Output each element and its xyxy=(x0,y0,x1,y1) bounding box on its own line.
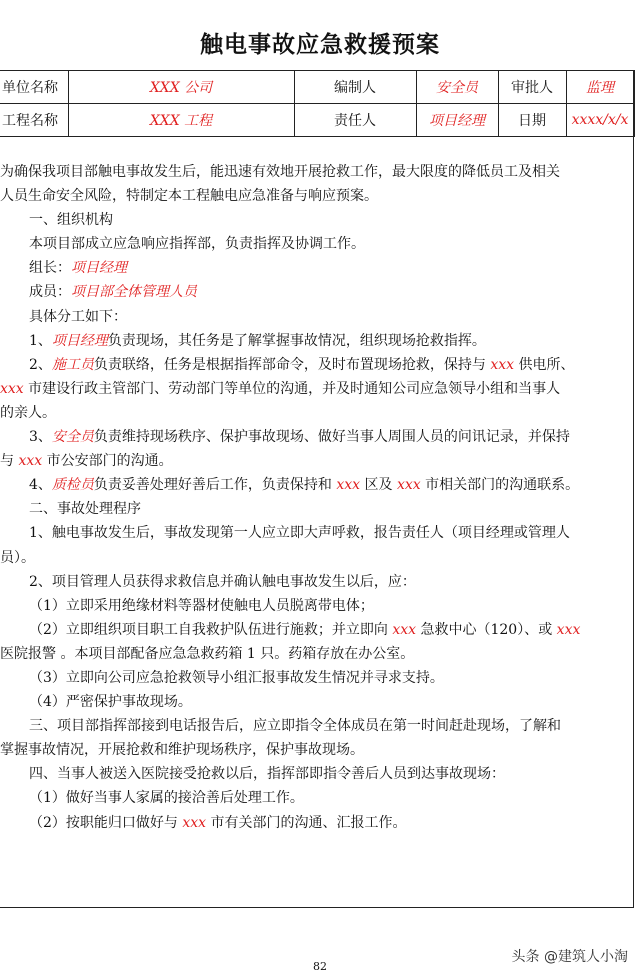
approver-value: 监理 xyxy=(566,71,634,104)
members-line: 成员：项目部全体管理人员 xyxy=(29,284,197,301)
intro-paragraph-cont: 人员生命安全风险，特制定本工程触电应急准备与响应预案。 xyxy=(0,188,378,205)
date-label: 日期 xyxy=(498,104,566,137)
date-value: xxxx/x/x xyxy=(566,104,634,137)
unit-label: 单位名称 xyxy=(0,71,68,104)
section-heading: 二、事故处理程序 xyxy=(29,501,141,518)
table-row xyxy=(0,71,634,104)
section-heading: 四、当事人被送入医院接受抢救以后，指挥部即指令善后人员到达事故现场： xyxy=(29,766,505,783)
paragraph-cont: 员）。 xyxy=(0,549,35,566)
unit-value: XXX 公司 xyxy=(68,71,294,104)
info-table xyxy=(0,70,635,137)
duty-item: 4、质检员负责妥善处理好善后工作，负责保持和 xxx 区及 xxx 市相关部门的沟通联系。 xyxy=(29,477,580,494)
paragraph: 2、项目管理人员获得求救信息并确认触电事故发生以后，应： xyxy=(29,573,416,590)
paragraph: 本项目部成立应急响应指挥部，负责指挥及协调工作。 xyxy=(29,236,365,253)
sub-item: （2）立即组织项目职工自我救护队伍进行施救；并立即向 xxx 急救中心（120）、或 xxx xyxy=(29,621,581,638)
page-title: 触电事故应急救援预案 xyxy=(200,32,440,58)
sub-item: （3）立即向公司应急抢救领导小组汇报事故发生情况并寻求支持。 xyxy=(29,669,444,686)
paragraph: 具体分工如下： xyxy=(29,308,127,325)
section-heading: 一、组织机构 xyxy=(29,212,113,229)
paragraph: 1、触电事故发生后，事故发现第一人应立即大声呼救，报告责任人（项目经理或管理人 xyxy=(29,525,570,542)
project-label: 工程名称 xyxy=(0,104,68,137)
table-row xyxy=(0,104,634,137)
approver-label: 审批人 xyxy=(498,71,566,104)
paragraph-cont: 掌握事故情况，开展抢救和维护现场秩序，保护事故现场。 xyxy=(0,742,364,759)
section-heading: 三、项目部指挥部接到电话报告后，应立即指令全体成员在第一时间赶赴现场，了解和 xyxy=(29,718,561,735)
responsible-value: 项目经理 xyxy=(416,104,498,137)
project-value: XXX 工程 xyxy=(68,104,294,137)
duty-item: 1、项目经理负责现场，其任务是了解掌握事故情况，组织现场抢救指挥。 xyxy=(29,332,486,349)
sub-item: （1）做好当事人家属的接洽善后处理工作。 xyxy=(29,790,304,807)
page-number: 82 xyxy=(313,960,327,973)
leader-line: 组长：项目经理 xyxy=(29,260,127,277)
author-label: 编制人 xyxy=(294,71,416,104)
sub-item: （1）立即采用绝缘材料等器材使触电人员脱离带电体； xyxy=(29,597,374,614)
duty-item: 3、安全员负责维持现场秩序、保护事故现场、做好当事人周围人员的问讯记录，并保持 xyxy=(29,429,570,446)
sub-item-cont: 医院报警 。本项目部配备应急急救药箱 1 只。药箱存放在办公室。 xyxy=(0,645,415,662)
duty-item-cont: xxx 市建设行政主管部门、劳动部门等单位的沟通，并及时通知公司应急领导小组和当事人 xyxy=(0,380,561,397)
document-body xyxy=(0,160,628,835)
intro-paragraph: 为确保我项目部触电事故发生后，能迅速有效地开展抢救工作，最大限度的降低员工及相关 xyxy=(0,164,560,180)
author-value: 安全员 xyxy=(416,71,498,104)
sub-item: （4）严密保护事故现场。 xyxy=(29,694,192,711)
duty-item-cont: 与 xxx 市公安部门的沟通。 xyxy=(0,453,173,470)
watermark: 头条 @建筑人小淘 xyxy=(511,949,628,965)
responsible-label: 责任人 xyxy=(294,104,416,137)
duty-item: 2、施工员负责联络，任务是根据指挥部命令，及时布置现场抢救，保持与 xxx 供电所、 xyxy=(29,356,575,373)
duty-item-cont: 的亲人。 xyxy=(0,404,56,421)
sub-item: （2）按职能归口做好与 xxx 市有关部门的沟通、汇报工作。 xyxy=(29,814,407,831)
